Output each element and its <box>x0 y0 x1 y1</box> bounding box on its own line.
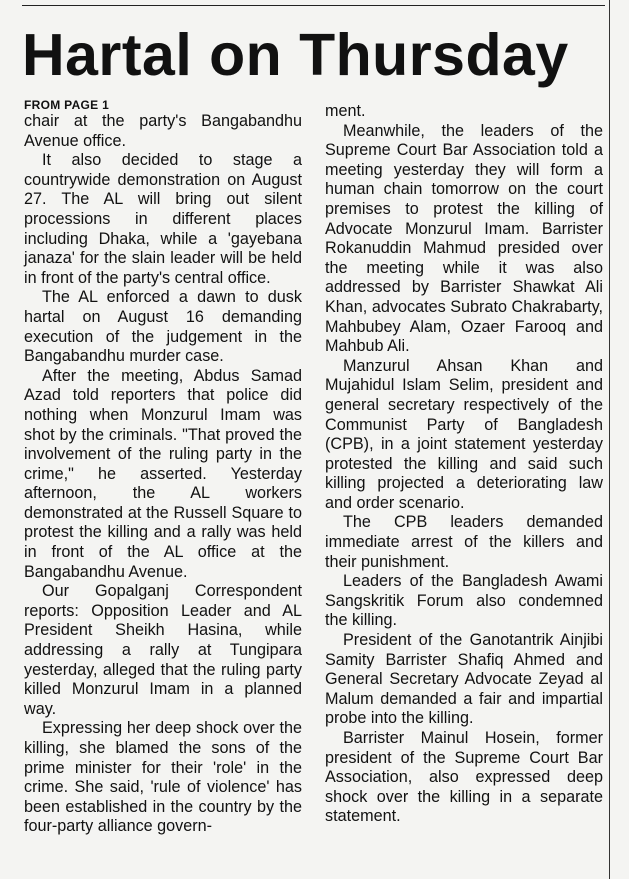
paragraph: Meanwhile, the leaders of the Supreme Court Bar Association told a meeting yesterday they will form a human chain tomorrow on the court premises to protest the killing of Advocate Monzurul Imam. Barrister Rokanuddin Mahmud presided over the meeting while it was also addressed by Barrister Shawkat Ali Khan, advocates Subrato Chakrabarty, Mahbubey Alam, Ozaer Farooq and Mahbub Ali. <box>325 121 603 356</box>
paragraph: Our Gopalganj Correspondent reports: Opposition Leader and AL President Sheikh Hasina, while addressing a rally at Tungipara yesterday, alleged that the ruling party killed Monzurul Imam in a planned way. <box>24 582 302 718</box>
paragraph: President of the Ganotantrik Ainjibi Samity Barrister Shafiq Ahmed and General Secretary Advocate Zeyad al Malum demanded a fair and impartial probe into the killing. <box>325 631 603 728</box>
column-divider <box>609 0 610 879</box>
paragraph: After the meeting, Abdus Samad Azad told reporters that police did nothing when Monzurul Imam was shot by the criminals. "That proved the involvement of the ruling party in the crime," he asserted. Yesterday afternoon, the AL workers demonstrated at the Russell Square to protest the killing and a rally was held in front of the AL office at the Bangabandhu Avenue. <box>24 366 302 581</box>
top-rule <box>22 5 605 6</box>
paragraph: It also decided to stage a countrywide demonstration on August 27. The AL will bring out silent processions in different places including Dhaka, while a 'gayebana janaza' for the slain leader will be held in front of the party's central office. <box>24 151 302 287</box>
paragraph: Barrister Mainul Hosein, former president of the Supreme Court Bar Association, also expressed deep shock over the killing in a separate statement. <box>325 729 603 826</box>
paragraph: Manzurul Ahsan Khan and Mujahidul Islam Selim, president and general secretary respectively of the Communist Party of Bangladesh (CPB), in a joint statement yesterday protested the killing and said such killing projected a deteriorating law and order scenario. <box>325 356 603 512</box>
paragraph: The CPB leaders demanded immediate arrest of the killers and their punishment. <box>325 513 603 571</box>
article-column-right <box>325 102 603 827</box>
continuation-kicker: FROM PAGE 1 <box>24 98 110 112</box>
paragraph: chair at the party's Bangabandhu Avenue office. <box>24 112 302 150</box>
article-column-left <box>24 98 302 837</box>
paragraph: Expressing her deep shock over the killing, she blamed the sons of the prime minister for their 'role' in the crime. She said, 'rule of violence' has been established in the country by the four-party alliance govern- <box>24 719 302 836</box>
paragraph: ment. <box>325 102 366 120</box>
headline: Hartal on Thursday <box>22 22 569 88</box>
paragraph: The AL enforced a dawn to dusk hartal on August 16 demanding execution of the judgement in the Bangabandhu murder case. <box>24 288 302 366</box>
paragraph: Leaders of the Bangladesh Awami Sangskritik Forum also condemned the killing. <box>325 572 603 630</box>
